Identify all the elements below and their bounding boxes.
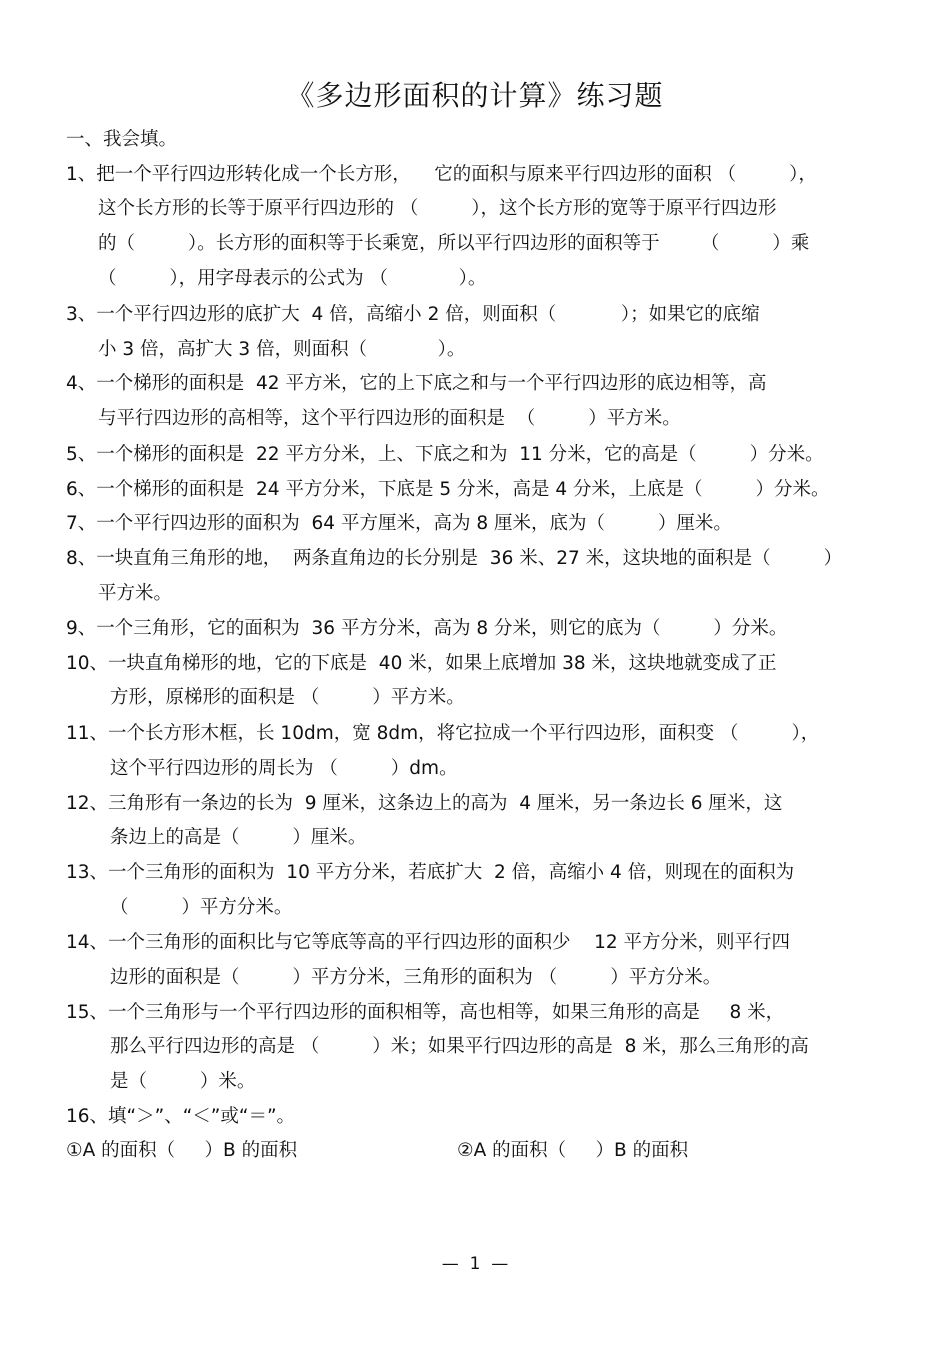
question-14-line-2: 边形的面积是（ ）平方分米，三角形的面积为 （ ）平方分米。 xyxy=(110,967,722,988)
question-1-line-1: 1、把一个平行四边形转化成一个长方形， 它的面积与原来平行四边形的面积 （ ）， xyxy=(66,164,817,185)
question-11-line-1: 11、一个长方形木框，长 10dm，宽 8dm，将它拉成一个平行四边形，面积变 （ ）， xyxy=(66,723,820,744)
question-8-line-2: 平方米。 xyxy=(98,583,173,604)
question-12-line-2: 条边上的高是（ ）厘米。 xyxy=(110,827,367,848)
section-heading: 一、我会填。 xyxy=(66,129,178,150)
question-15-line-2: 那么平行四边形的高是 （ ）米；如果平行四边形的高是 8 米，那么三角形的高 xyxy=(110,1036,809,1057)
question-6-line-1: 6、一个梯形的面积是 24 平方分米，下底是 5 分米，高是 4 分米，上底是（ ）分米。 xyxy=(66,479,830,500)
question-4-line-2: 与平行四边形的高相等，这个平行四边形的面积是 （ ）平方米。 xyxy=(98,408,681,429)
question-16-item-1: ①A 的面积（ ）B 的面积 xyxy=(66,1140,298,1161)
page-title: 《多边形面积的计算》练习题 xyxy=(286,79,664,112)
question-11-line-2: 这个平行四边形的周长为 （ ）dm。 xyxy=(110,758,458,779)
question-15-line-3: 是（ ）米。 xyxy=(110,1071,256,1092)
question-9-line-1: 9、一个三角形，它的面积为 36 平方分米，高为 8 分米，则它的底为（ ）分米。 xyxy=(66,618,788,639)
question-8-line-1: 8、一块直角三角形的地， 两条直角边的长分别是 36 米、27 米，这块地的面积是（ ） xyxy=(66,548,843,569)
question-5-line-1: 5、一个梯形的面积是 22 平方分米，上、下底之和为 11 分米，它的高是（ ）分米。 xyxy=(66,444,824,465)
question-7-line-1: 7、一个平行四边形的面积为 64 平方厘米，高为 8 厘米，底为（ ）厘米。 xyxy=(66,513,732,534)
question-10-line-2: 方形，原梯形的面积是 （ ）平方米。 xyxy=(110,687,465,708)
question-14-line-1: 14、一个三角形的面积比与它等底等高的平行四边形的面积少 12 平方分米，则平行四 xyxy=(66,932,790,953)
question-10-line-1: 10、一块直角梯形的地，它的下底是 40 米，如果上底增加 38 米，这块地就变成了正 xyxy=(66,653,777,674)
question-12-line-1: 12、三角形有一条边的长为 9 厘米，这条边上的高为 4 厘米，另一条边长 6 厘米，这 xyxy=(66,793,783,814)
question-13-line-2: （ ）平方分米。 xyxy=(110,897,293,918)
question-3-line-2: 小 3 倍，高扩大 3 倍，则面积（ ）。 xyxy=(98,339,466,360)
question-1-line-4: （ ），用字母表示的公式为 （ ）。 xyxy=(98,268,487,289)
question-3-line-1: 3、一个平行四边形的底扩大 4 倍，高缩小 2 倍，则面积（ ）；如果它的底缩 xyxy=(66,304,760,325)
question-15-line-1: 15、一个三角形与一个平行四边形的面积相等，高也相等，如果三角形的高是 8 米， xyxy=(66,1002,785,1023)
question-1-line-2: 这个长方形的长等于原平行四边形的 （ ），这个长方形的宽等于原平行四边形 xyxy=(98,198,777,219)
question-16-item-2: ②A 的面积（ ）B 的面积 xyxy=(457,1140,689,1161)
question-4-line-1: 4、一个梯形的面积是 42 平方米，它的上下底之和与一个平行四边形的底边相等，高 xyxy=(66,373,767,394)
page-number: — 1 — xyxy=(441,1254,509,1274)
question-16-line-1: 16、填“＞”、“＜”或“＝”。 xyxy=(66,1106,296,1127)
question-13-line-1: 13、一个三角形的面积为 10 平方分米，若底扩大 2 倍，高缩小 4 倍，则现在的面积为 xyxy=(66,862,795,883)
question-1-line-3: 的（ ）。长方形的面积等于长乘宽，所以平行四边形的面积等于 （ ）乘 xyxy=(98,233,810,254)
